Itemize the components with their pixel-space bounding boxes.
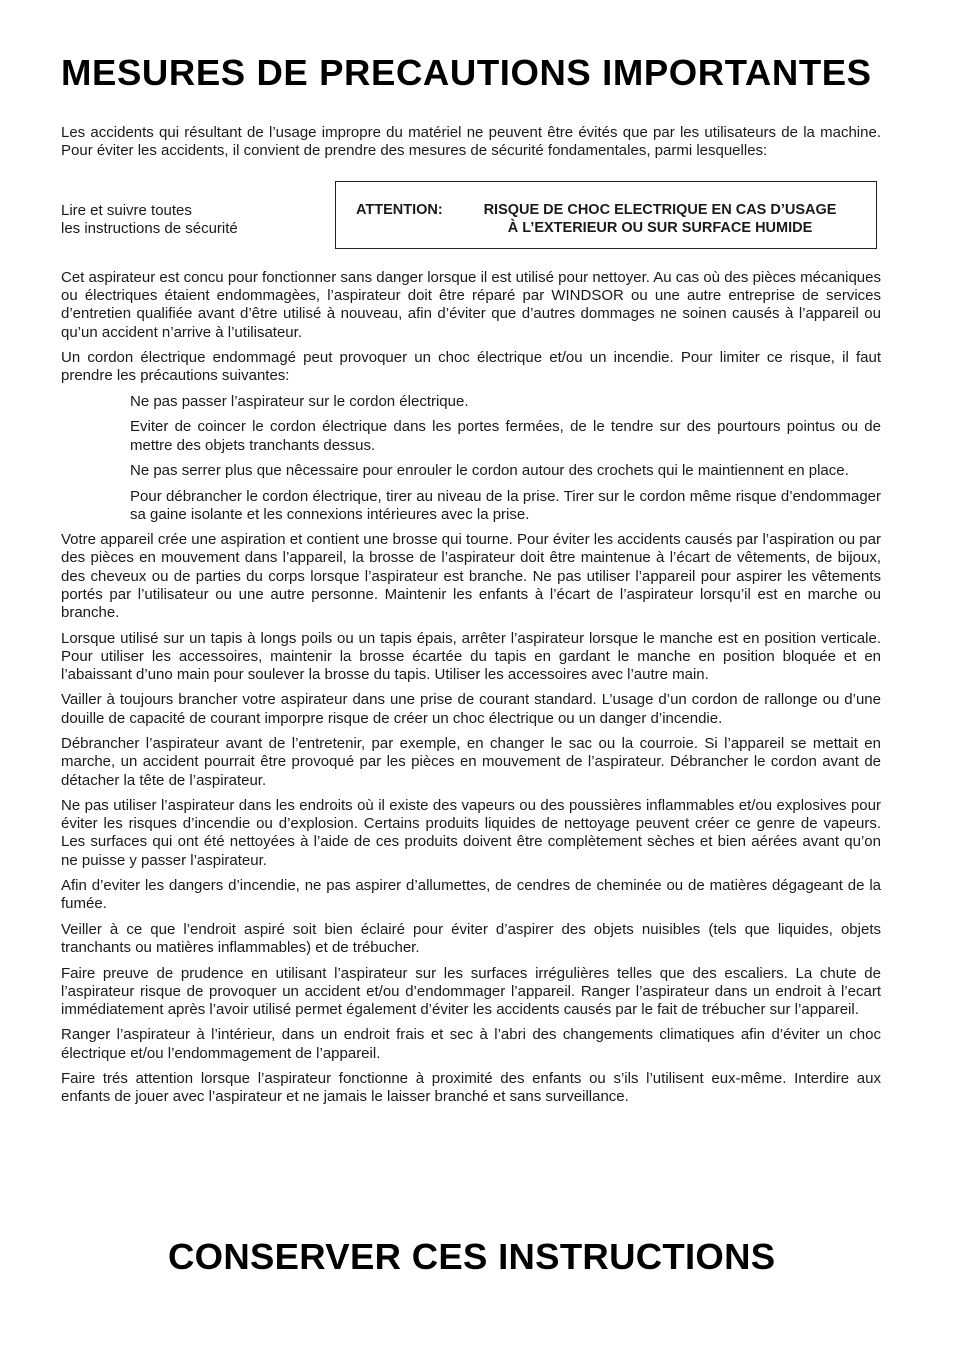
precaution-item: Pour débrancher le cordon électrique, tirer au niveau de la prise. Tirer sur le cordon même risque d’endommager sa gaine isolante et les connexions intérieures avec la prise. — [130, 487, 881, 523]
paragraph: Afin d’eviter les dangers d’incendie, ne pas aspirer d’allumettes, de cendres de cheminée ou de matières dégageant de la fumée. — [61, 877, 881, 913]
paragraph: Débrancher l’aspirateur avant de l’entretenir, par exemple, en changer le sac ou la courroie. Si l’appareil se mettait en marche, un accident pourrait être provoqué par les pièces en mouvement de l’aspirateur. Débrancher le cordon avant de détacher la tête de l’aspirateur. — [61, 735, 881, 789]
precaution-item: Ne pas passer l’aspirateur sur le cordon électrique. — [130, 392, 469, 410]
warning-line1: RISQUE DE CHOC ELECTRIQUE EN CAS D’USAGE — [483, 202, 837, 218]
intro-paragraph: Les accidents qui résultant de l’usage impropre du matériel ne peuvent être évités que par les utilisateurs de la machine. Pour éviter les accidents, il convient de prendre des mesures de sécurité fondamentales, parmi lesquelles: — [61, 124, 881, 160]
instructions-note-line1: Lire et suivre toutes — [61, 202, 192, 219]
paragraph: Faire trés attention lorsque l’aspirateur fonctionne à proximité des enfants ou s’ils l’utilisent eux-même. Interdire aux enfants de jouer avec l’aspirateur et ne jamais le laisser branché et sans surveillance. — [61, 1070, 881, 1106]
warning-line2: À L’EXTERIEUR OU SUR SURFACE HUMIDE — [507, 220, 813, 236]
paragraph: Faire preuve de prudence en utilisant l’aspirateur sur les surfaces irrégulières telles que des escaliers. La chute de l’aspirateur risque de provoquer un accident et/ou d’endommager l’appareil. Ranger l’aspirateur dans un endroit à l’ecart immédiatement après l’avoir utilisé permet également d’éviter les accidents causés par le fait de trébucher sur l’appareil. — [61, 964, 881, 1018]
paragraph: Cet aspirateur est concu pour fonctionner sans danger lorsque il est utilisé pour nettoyer. Au cas où des pièces mécaniques ou électriques étaient endommagèes, l’aspirateur doit être réparé par WINDSOR ou une autre entreprise de services d’entretien qualifiée avant d’être utilisé à nouveau, afin d’éviter que d’autres dommages ne soinen causés à l’appareil ou qu’un accident n’arrive à l’utilisateur. — [61, 269, 881, 341]
main-text — [61, 269, 881, 1114]
paragraph: Ne pas utiliser l’aspirateur dans les endroits où il existe des vapeurs ou des poussières inflammables et/ou explosives pour éviter les risques d’incendie ou d’explosion. Certains produits liquides de nettoyage peuvent créer ce genre de vapeurs. Les surfaces qui ont été nettoyées à l’aide de ces produits doivent être complètement sèches et bien aérées avant qu’on ne puisse y passer l’aspirateur. — [61, 797, 881, 869]
paragraph: Un cordon électrique endommagé peut provoquer un choc électrique et/ou un incendie. Pour limiter ce risque, il faut prendre les précautions suivantes: — [61, 349, 881, 385]
paragraph: Ranger l’aspirateur à l’intérieur, dans un endroit frais et sec à l’abri des changements climatiques afin d’éviter un choc électrique et/ou l’endommagement de l’appareil. — [61, 1026, 881, 1062]
paragraph: Vailler à toujours brancher votre aspirateur dans une prise de courant standard. L’usage d’un cordon de rallonge ou d’une douille de capacité de courant imporpre risque de créer un choc électrique ou un danger d’incendie. — [61, 691, 881, 727]
precaution-item: Eviter de coincer le cordon électrique dans les portes fermées, de le tendre sur des pourtours pointus ou de mettre des objets tranchants dessus. — [130, 418, 881, 454]
paragraph: Votre appareil crée une aspiration et contient une brosse qui tourne. Pour éviter les accidents causés par l’aspiration ou par des pièces en mouvement dans l’appareil, la brosse de l’aspirateur doit être maintenue à l’écart de vêtements, de bijoux, des cheveux ou de parties du corps lorsque l’aspirateur est branche. Ne pas utiliser l’appareil pour aspirer les vêtements portés par l’utilisateur ou une autre personne. Maintenir les enfants à l’écart de l’aspirateur lorsqu’il est en marche ou branche. — [61, 531, 881, 622]
warning-box — [335, 181, 877, 249]
instructions-note — [61, 202, 321, 238]
footer-title: CONSERVER CES INSTRUCTIONS — [168, 1236, 776, 1277]
warning-text — [460, 201, 860, 237]
precaution-item: Ne pas serrer plus que nêcessaire pour enrouler le cordon autour des crochets qui le maintiennent en place. — [130, 462, 849, 480]
paragraph: Lorsque utilisé sur un tapis à longs poils ou un tapis épais, arrêter l’aspirateur lorsque le manche est en position verticale. Pour utiliser les accessoires, maintenir la brosse écartée du tapis en gardant le manche en position bloquée et en l’abaissant d’uno main pour soulever la brosse du tapis. Utiliser les accessoires avec l’autre main. — [61, 629, 881, 683]
page-title: MESURES DE PRECAUTIONS IMPORTANTES — [61, 52, 872, 93]
warning-label: ATTENTION: — [356, 202, 443, 218]
paragraph: Veiller à ce que l’endroit aspiré soit bien éclairé pour éviter d’aspirer des objets nuisibles (tels que liquides, objets tranchants ou matières inflammables) et de trébucher. — [61, 920, 881, 957]
instructions-note-line2: les instructions de sécurité — [61, 220, 238, 238]
